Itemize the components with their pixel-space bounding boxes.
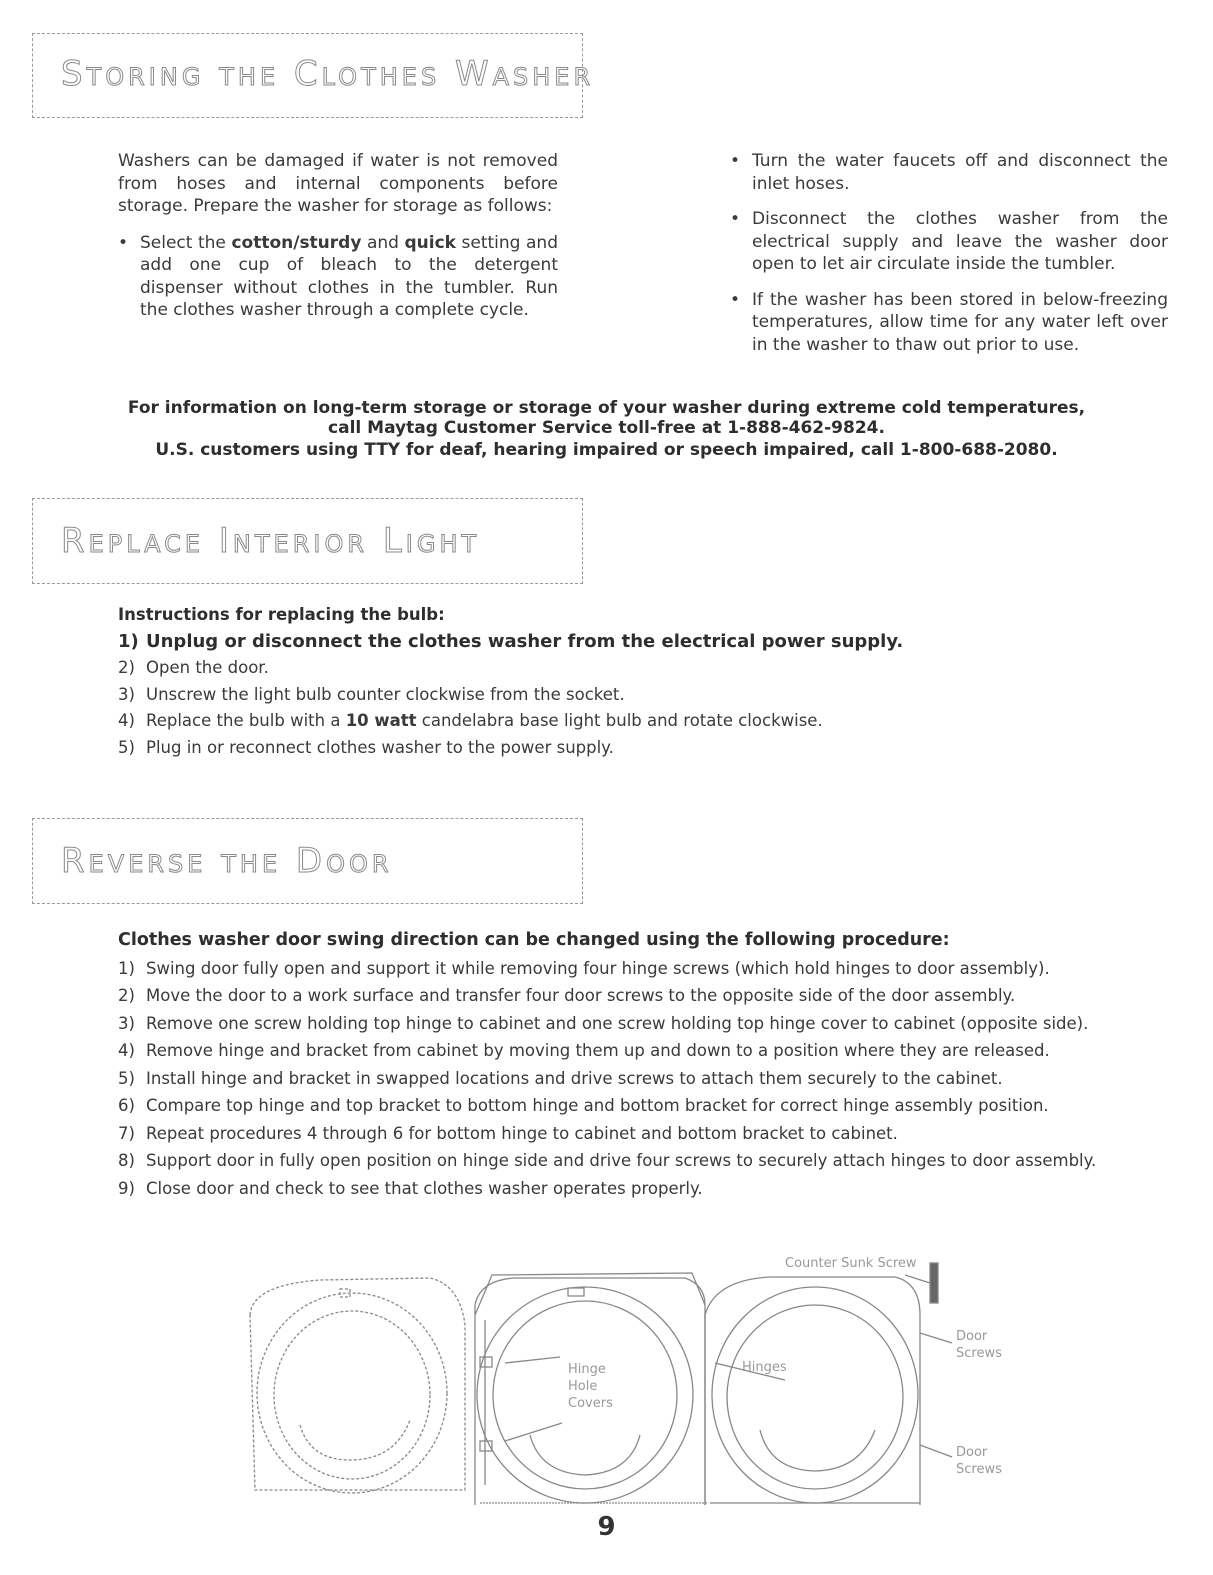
label-hinge-hole-covers-2: Hole [568, 1379, 598, 1394]
storing-right-column [730, 150, 1168, 369]
light-step-3: 3) Unscrew the light bulb counter clockwise from the socket. [118, 684, 625, 704]
door-subhead: Clothes washer door swing direction can be changed using the following procedure: [118, 930, 950, 950]
storing-left-column [118, 150, 558, 335]
label-door-screws-bottom-1: Door [956, 1445, 988, 1460]
label-door-screws-top-2: Screws [956, 1346, 1002, 1361]
section-header-light [32, 498, 583, 584]
section-title-storing: Storing the Clothes Washer [61, 54, 595, 94]
door-assembly-illustration [250, 1278, 465, 1493]
light-step-5: 5) Plug in or reconnect clothes washer to the power supply. [118, 737, 614, 757]
section-header-door [32, 818, 583, 904]
page-number: 9 [597, 1512, 616, 1542]
door-step: 2) Move the door to a work surface and transfer four door screws to the opposite side of the door assembly. [118, 986, 1016, 1005]
section-title-light: Replace Interior Light [61, 521, 481, 561]
light-instructions [118, 602, 903, 761]
door-instructions [118, 927, 1096, 1202]
door-step: 4) Remove hinge and bracket from cabinet by moving them up and down to a position where they are released. [118, 1041, 1050, 1060]
storing-bullet-1: • Select the cotton/sturdy and quick setting and add one cup of bleach to the detergent dispenser without clothes in the tumbler. Run the clothes washer through a complete cycle. [118, 232, 558, 322]
storing-intro: Washers can be damaged if water is not removed from hoses and internal components before storage. Prepare the washer for storage as follows: [118, 151, 558, 216]
light-subhead: Instructions for replacing the bulb: [118, 605, 445, 624]
storage-notice-line-2: call Maytag Customer Service toll-free at 1-888-462-9824. [328, 418, 885, 438]
label-door-screws-top-1: Door [956, 1329, 988, 1344]
light-step-1: 1) Unplug or disconnect the clothes washer from the electrical power supply. [118, 630, 904, 652]
door-step: 3) Remove one screw holding top hinge to cabinet and one screw holding top hinge cover to cabinet (opposite side). [118, 1013, 1089, 1033]
section-title-door: Reverse the Door [61, 841, 393, 881]
label-counter-sunk-screw: Counter Sunk Screw [785, 1256, 917, 1271]
door-mounted-illustration [705, 1277, 920, 1505]
door-step: 1) Swing door fully open and support it while removing four hinge screws (which hold hinges to door assembly). [118, 958, 1050, 978]
section-header-storing [32, 33, 595, 118]
door-step: 8) Support door in fully open position on hinge side and drive four screws to securely attach hinges to door assembly. [118, 1151, 1097, 1170]
label-hinges: Hinges [742, 1360, 787, 1375]
door-step: 9) Close door and check to see that clothes washer operates properly. [118, 1178, 703, 1198]
light-step-4: 4) Replace the bulb with a 10 watt candelabra base light bulb and rotate clockwise. [118, 711, 823, 730]
label-hinge-hole-covers-3: Covers [568, 1396, 613, 1411]
storing-bullet-4: • If the washer has been stored in below-freezing temperatures, allow time for any water left over in the washer to thaw out prior to use. [730, 289, 1168, 357]
door-step: 7) Repeat procedures 4 through 6 for bottom hinge to cabinet and bottom bracket to cabinet. [118, 1123, 898, 1143]
storage-notice-line-1: For information on long-term storage or storage of your washer during extreme cold temperatures, [127, 398, 1086, 418]
label-hinge-hole-covers-1: Hinge [568, 1362, 606, 1377]
label-door-screws-bottom-2: Screws [956, 1462, 1002, 1477]
storage-notice-line-3: U.S. customers using TTY for deaf, hearing impaired or speech impaired, call 1-800-688-2080. [155, 440, 1058, 460]
door-reversal-diagram [230, 1245, 1030, 1510]
light-step-2: 2) Open the door. [118, 658, 269, 677]
storing-bullet-3: • Disconnect the clothes washer from the electrical supply and leave the washer door open to let air circulate inside the tumbler. [730, 208, 1168, 276]
door-step: 6) Compare top hinge and top bracket to bottom hinge and bottom bracket for correct hinge assembly position. [118, 1096, 1049, 1115]
door-step: 5) Install hinge and bracket in swapped locations and drive screws to attach them securely to the cabinet. [118, 1068, 1003, 1088]
storing-bullet-2: • Turn the water faucets off and disconnect the inlet hoses. [730, 150, 1168, 195]
